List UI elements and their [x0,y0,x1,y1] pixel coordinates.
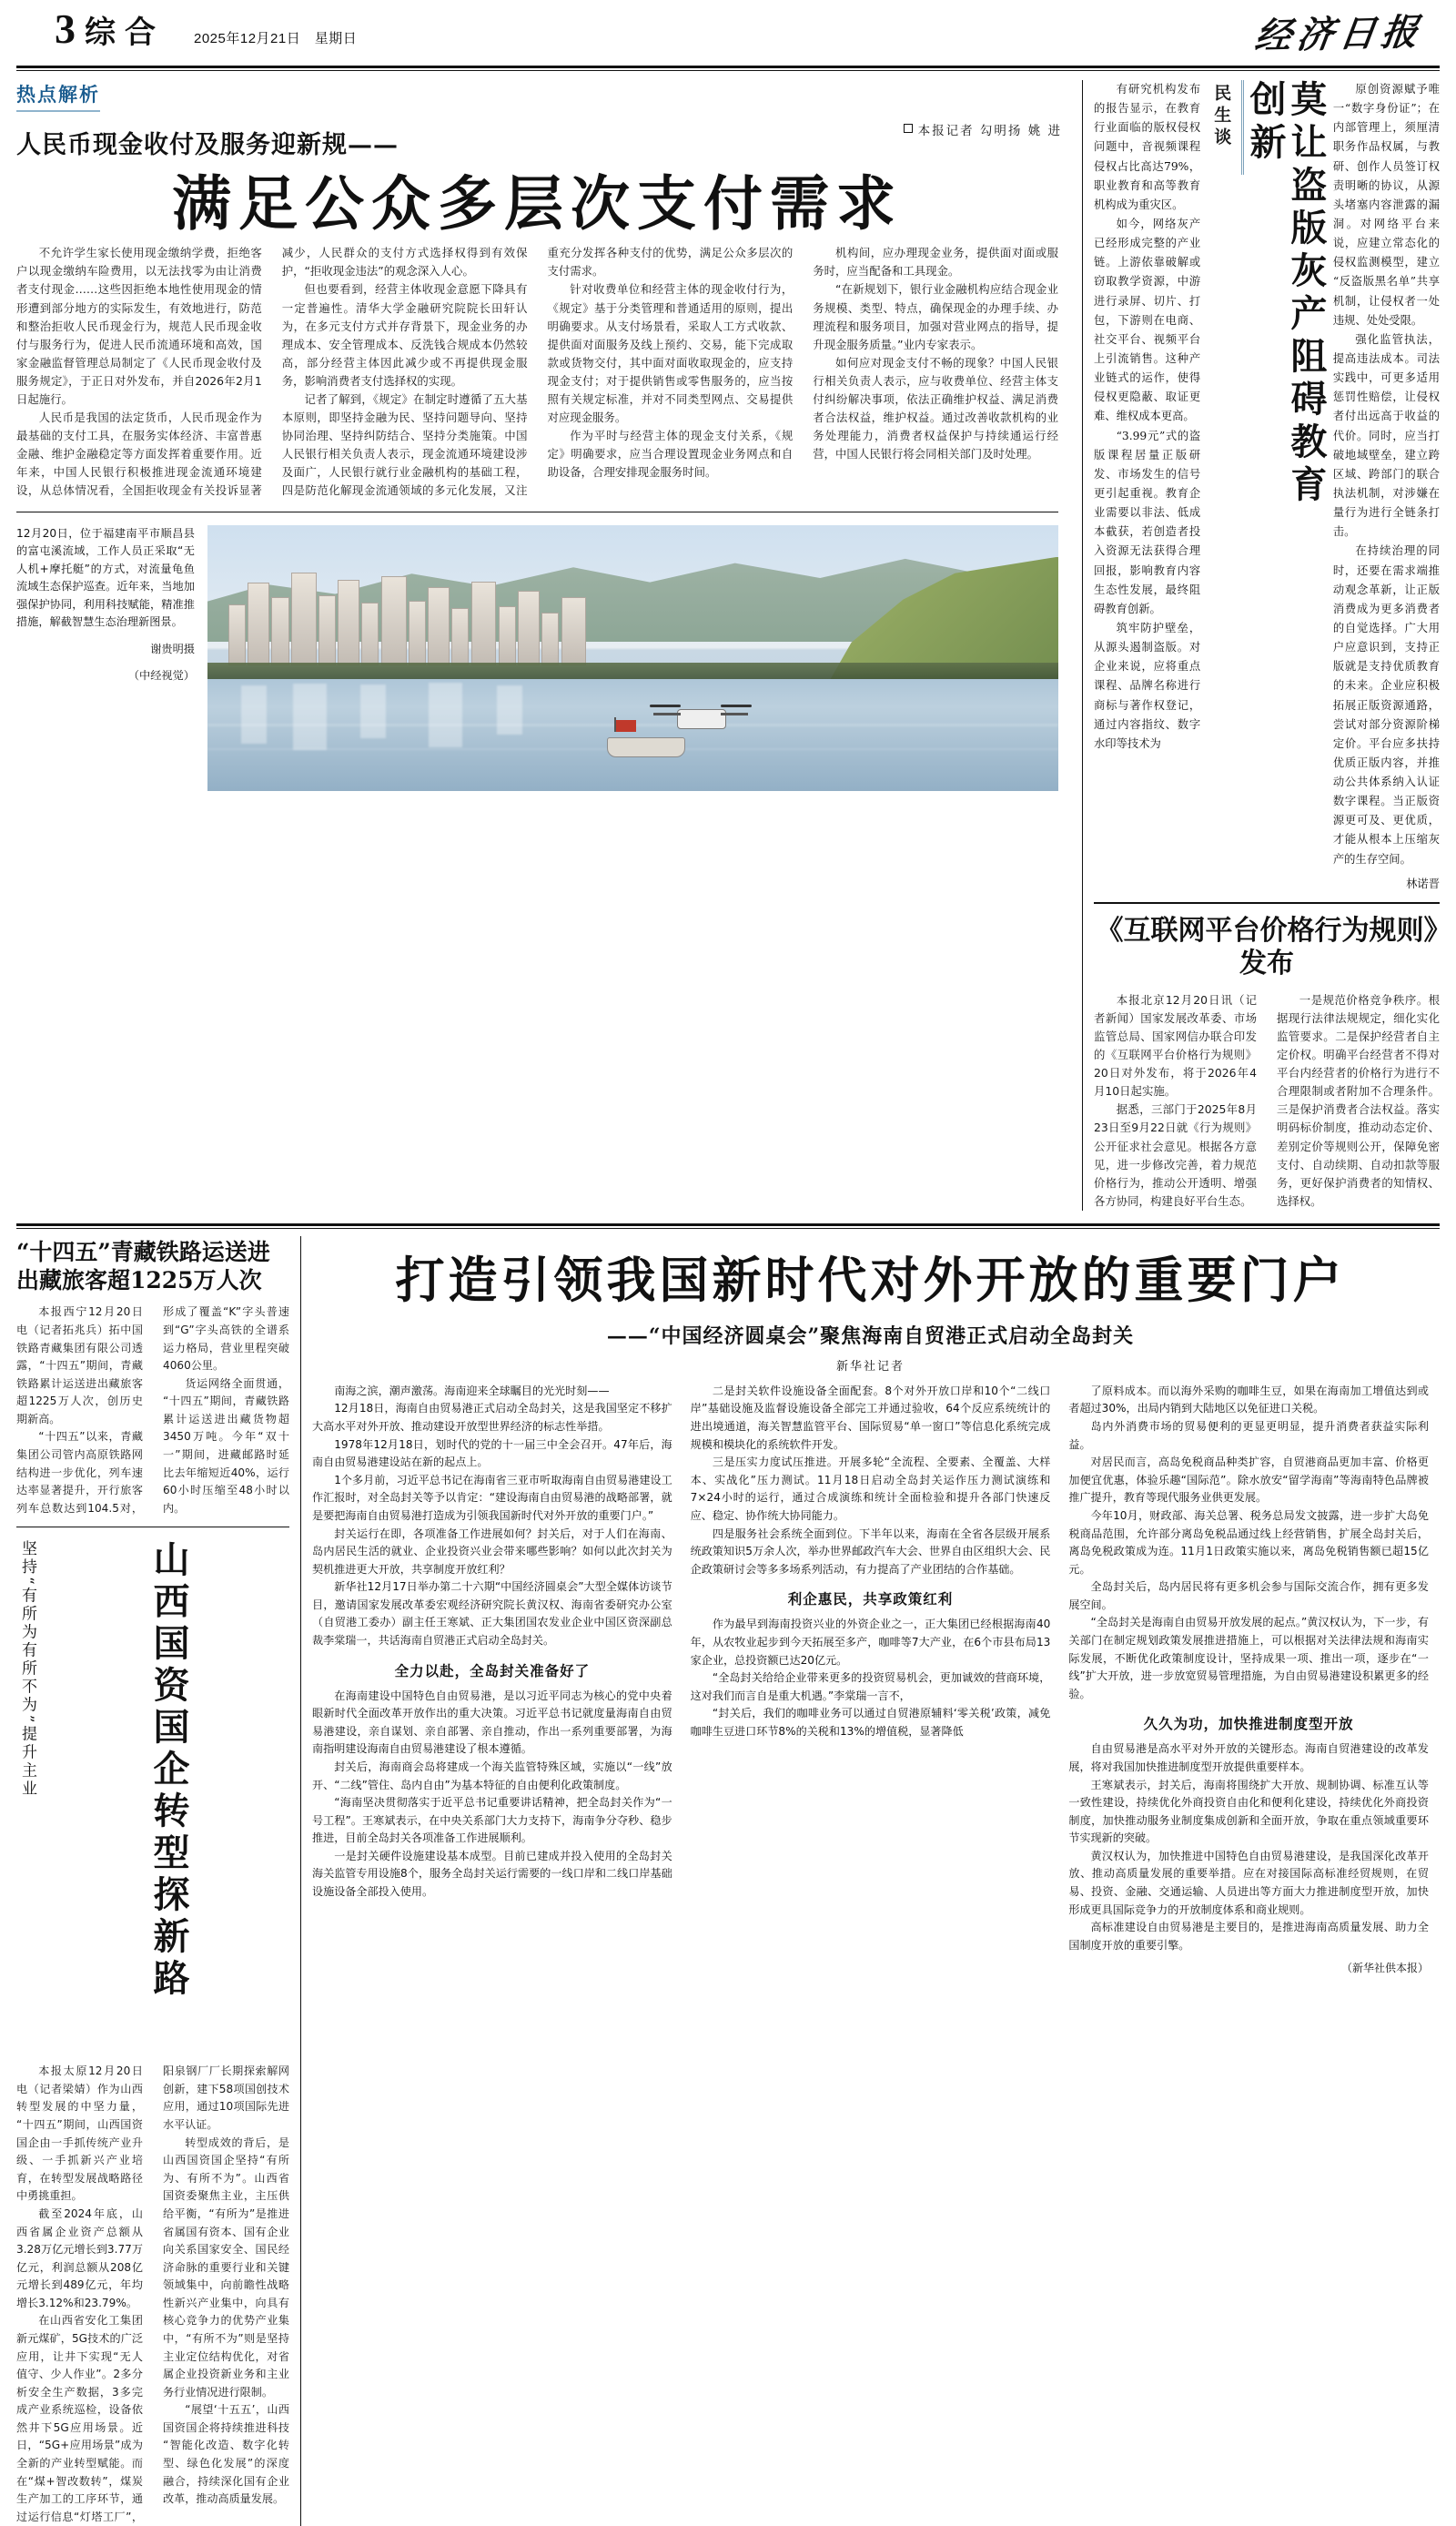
paragraph: 新华社12月17日举办第二十六期“中国经济圆桌会”大型全媒体访谈节目，邀请国家发展改革委宏观经济研究院长黄汉权、海南省委研究办公室（自贸港工委办）副主任王寒斌、正大集团国农发业企业中国区资深副总裁李棠瑞一，共话海南自贸港正式启动全岛封关。 [312,1580,672,1647]
paragraph: 本报西宁12月20日电（记者拓兆兵）拓中国铁路青藏集团有限公司透露，“十四五”期间，青藏铁路累计运送进出藏旅客超1225万人次，创历史期新高。 [16,1305,143,1425]
photo-credit: 谢贵明摄 [150,642,195,655]
paragraph: 在持续治理的同时，还要在需求端推动观念革新，让正版消费成为更多消费者的自觉选择。广大用户应意识到，支持正版就是支持优质教育的未来。企业应积极拓展正版资源通路，尝试对部分资源阶梯定价。平台应多扶持优质正版内容，并推动公共体系纳入认证数字课程。当正版资源更可及、更优质，才能从根本上压缩灰产的生存空间。 [1332,544,1441,866]
paragraph: 不允许学生家长使用现金缴纳学费，拒绝客户以现金缴纳车险费用，以无法找零为由让消费者支付现金……这些因拒绝本地性使用现金的情形遭到部分地方的实际发生，有效地进行，防范和整治拒收人民币现金行为，规范人民币现金收付与服务行为，促进人民币流通环境和高效，国家金融监督管理总局制定了《人民币现金收付及服务规定》，于正日对外发布，并自2026年2月1日起施行。 [16,246,262,406]
hainan-col-3 [1068,1383,1429,1978]
hainan-subhead-3: 久久为功，加快推进制度型开放 [1143,1715,1354,1733]
tibet-railway-title: “十四五”青藏铁路运送进出藏旅客超1225万人次 [16,1238,270,1294]
masthead [16,0,1440,66]
hainan-main-title: 打造引领我国新时代对外开放的重要门户 [395,1250,1346,1309]
paragraph: “封关后，我们的咖啡业务可以通过自贸港原辅料‘零关税’政策，减免咖啡生豆进口环节8%的关税和13%的增值税，显著降低 [690,1707,1051,1738]
issue-date: 2025年12月21日 星期日 [194,31,358,46]
paragraph: “在新规划下，银行业金融机构应结合现金业务规模、类型、特点，确保现金的办理手续、办理流程和服务项目，加强对营业网点的指导，提升现金服务质量。”业内专家表示。 [813,282,1058,351]
hainan-agency: 新华社记者 [835,1359,905,1374]
top-section [16,80,1440,1211]
paper-logo: 经济日报 [1252,10,1427,58]
hainan-subhead-2: 利企惠民，共享政策红利 [787,1590,954,1608]
paragraph: 了原料成本。而以海外采购的咖啡生豆，如果在海南加工增值达到或者超过30%，出局内销到大陆地区以免征进口关税。 [1068,1384,1430,1415]
lead-main-title: 满足公众多层次支付需求 [171,169,903,238]
photo-caption [16,525,195,791]
hainan-col-1 [312,1383,672,1978]
shanxi-body [16,2063,289,2526]
paragraph: 货运网络全面贯通，“十四五”期间，青藏铁路累计运送进出藏货物超3450万吨。今年“双十一”期间，进藏邮路时延比去年缩短近40%，运行60小时压缩至48小时以内。 [163,1376,289,1515]
photo-credit-agency: （中经视觉） [127,669,195,683]
lead-shoulder-title: 人民币现金收付及服务迎新规—— [16,131,399,159]
paragraph: 一是规范价格竞争秩序。根据现行法律法规规定，细化实化监管要求。二是保护经营者自主定价权。明确平台经营者不得对平台内经营者的价格行为进行不合理限制或者附加不合理条件。三是保护消费者合法权益。落实明码标价制度，推动动态定价、差别定价等规则公开，保障免密支付、自动续期、自动扣款等服务，更好保护消费者的知情权、选择权。 [1277,992,1440,1208]
masthead-left [55,7,357,52]
hainan-col-2 [691,1383,1051,1978]
paragraph: 本报太原12月20日电（记者梁婧）作为山西转型发展的中坚力量，“十四五”期间，山西国资国企由一手抓传统产业升级、一手抓新兴产业培育，在转型发展战略路径中勇挑重担。 [16,2064,143,2203]
paragraph: 有研究机构发布的报告显示，在教育行业面临的版权侵权问题中，音视频课程侵权占比高达79%，职业教育和高等教育机构成为重灾区。 [1094,83,1201,211]
photo-skyline [225,570,616,665]
paragraph: 记者了解到，《规定》在制定时遵循了五大基本原则，即坚持金融为民、坚持问题导向、坚持协同治理、坚持纠防结合、坚持分类施策。中国人民银行相关负责人表示，现金流通环境建设涉及面广，人民银行就行业金融机构的基础工程，四是防范化解现金流通领域的多元化发展，又注重充分发挥各种支付的优势，满足公众多层次的支付需求。 [281,246,794,498]
platform-rules-body [1094,991,1440,1211]
square-bullet-icon [904,124,913,133]
boat-flag [616,720,636,732]
minsheng-tag: 民生谈 [1208,80,1244,175]
paragraph: “十四五”以来，青藏集团公司管内高原铁路网结构进一步优化，列车速达率显著提升，开行旅客列车总数达到104.5对，形成了覆盖“K”字头普速到“G”字头高铁的全谱系运力格局，营业里程突破4060公里。 [16,1305,289,1515]
paragraph: “全岛封关是海南自由贸易开放发展的起点。”黄汉权认为，下一步，有关部门在制定规划政策发展推进措施上，可以根据对关法律法规和海南实际发展，不断优化政策制度设计，坚持成果一项、推出一项，逐步在“一线”扩大开放，进一步放宽贸易管理措施，为自由贸易港建设积累更多的经验。 [1068,1616,1430,1700]
paragraph: 一是封关硬件设施建设基本成型。目前已建成并投入使用的全岛封关海关监管专用设施8个，服务全岛封关运行需要的一线口岸和二线口岸基础设施设备全部投入使用。 [312,1849,672,1899]
paragraph: 全岛封关后，岛内居民将有更多机会参与国际交流合作，拥有更多发展空间。 [1068,1580,1430,1611]
paragraph: 针对收费单位和经营主体的现金收付行为，《规定》基于分类管理和普通适用的原则，提出明确要求。从支付场景看，采取人工方式收款、提供面对面服务及线上预约、交易，能下完成取款或货物交付，其中面对面收取现金的，应支持现金支付；对于提供销售或零售服务的，应当按照有关规定标准，并对不同类型网点、交易提供对应现金服务。 [547,282,794,425]
paragraph: 如今，网络灰产已经形成完整的产业链。上游依靠破解或窃取教学资源，中游进行录屏、切片、打包，下游则在电商、社交平台、视频平台上引流销售。这种产业链式的运作，使得侵权更隐蔽、取证更难、维权成本更高。 [1094,217,1201,423]
news-photo [207,525,1058,791]
paragraph: 王寒斌表示，封关后，海南将围绕扩大开放、规制协调、标准互认等一致性建设，持续优化外商投资自由化和便利化建设，持续优化外商投资制度，加快推动服务业制度集成创新和全面开放，争取在重点领域重要环节实现新的突破。 [1068,1778,1430,1845]
paragraph: 高标准建设自由贸易港是主要目的，是推进海南高质量发展、助力全国制度开放的重要引擎。 [1068,1921,1430,1952]
hainan-sub-title: ——“中国经济圆桌会”聚焦海南自贸港正式启动全岛封关 [606,1324,1135,1348]
paragraph: 机构间，应办理现金业务，提供面对面或服务时，应当配备和工具现金。 [813,246,1058,279]
paragraph: 但也要看到，经营主体收现金意愿下降具有一定普遍性。清华大学金融研究院院长田轩认为，在多元支付方式并存背景下，现金业务的办理成本、安全管理成本、反洗钱合规成本仍然较高，部分经营主体因此减少或不再提供现金服务，影响消费者支付选择权的实现。 [281,282,528,388]
section-rule [16,1223,1440,1229]
page-number: 3 [55,5,76,52]
paragraph: 对居民而言，高岛免税商品种类扩容，自贸港商品更加丰富、价格更加便宜优惠，体验乐趣“国际范”。除水放安“留学海南”等海南特色品牌被推广提升，教育等现代服务业供更发展。 [1068,1456,1430,1505]
shanxi-sub-title: 坚持“有所为有所不为”提升主业 [18,1540,36,1799]
drone-body [677,709,726,729]
paragraph: 封关后，海南商会岛将建成一个海关监管特殊区域，实施以“一线”放开、“二线”管住、岛内自由”为基本特征的自由便利化政策制度。 [312,1760,672,1791]
photo-water [207,679,1058,791]
platform-rules-title: 《互联网平台价格行为规则》发布 [1096,914,1438,979]
hainan-article [301,1236,1440,2526]
paragraph: 强化监管执法，提高违法成本。司法实践中，可更多适用惩罚性赔偿，让侵权者付出远高于收益的代价。同时，应当打破地域壁垒，建立跨区域、跨部门的联合执法机制，对涉嫌在量行为进行全链条打击。 [1332,332,1441,539]
masthead-rule [16,66,1440,71]
paragraph: 黄汉权认为，加快推进中国特色自由贸易港建设，是我国深化改革开放、推动高质量发展的重要举措。应在对接国际高标准经贸规则，在贸易、投资、金融、交通运输、人员进出等方面大力推进制度型开放，加快形成更具国际竞争力的开放制度体系和商业规则。 [1068,1849,1430,1916]
paragraph: 二是封关软件设施设备全面配套。8个对外开放口岸和10个“二线口岸”基础设施及监督设施设备全部完工并通过验收，64个反应系统统计的进出境通道，海关智慧监管平台、国际贸易“单一窗口”等信息化系统完成规模和模块化的系统软件开发。 [690,1384,1051,1451]
paragraph: 12月18日，海南自由贸易港正式启动全岛封关，这是我国坚定不移扩大高水平对外开放、推动建设开放型世界经济的标志性举措。 [312,1402,672,1434]
paragraph: 如何应对现金支付不畅的现象？中国人民银行相关负责人表示，应与收费单位、经营主体支付纠纷解决事项，依法正确维护权益、满足消费者合法权益，维护权益。通过改善收款机构的业务处理能力，消费者权益保护与持续通运行经营，中国人民银行将会同相关部门及时处理。 [813,355,1058,462]
paragraph: 截至2024年底，山西省属企业资产总额从3.28万亿元增长到3.77万亿元，利润总额从208亿元增长到489亿元，年均增长3.12%和23.79%。 [16,2206,143,2309]
paragraph: “海南坚决贯彻落实于近平总书记重要讲话精神，把全岛封关作为“一号工程”。王寒斌表示，在中央关系部门大力支持下，海南争分夺秒、稳步推进，目前全岛封关各项准备工作进展顺利。 [312,1796,672,1845]
tibet-railway-article [16,1236,300,2526]
kicker-box [16,80,100,112]
kicker-label: 热点解析 [16,80,100,112]
paragraph: 在海南建设中国特色自由贸易港，是以习近平同志为核心的党中央着眼新时代全面改革开放作出的重大决策。习近平总书记就度量海南自由贸易港建设，亲自谋划、亲自部署、亲自推动，作出一系列重要部署，为海南指明建设海南自由贸易港建设了根本遵循。 [312,1689,672,1756]
paragraph: 1978年12月18日，划时代的党的十一届三中全会召开。47年后，海南自由贸易港建设站在新的起点上。 [312,1437,672,1469]
minsheng-right-body [1333,80,1440,869]
paragraph: 作为最早到海南投资兴业的外资企业之一，正大集团已经根据海南40年，从农牧业起步到今天拓展至多产，咖啡等7大产业，在6个市县布局13家企业，总投资额已达20亿元。 [690,1618,1051,1667]
paragraph: 自由贸易港是高水平对外开放的关键形态。海南自贸港建设的改革发展，将对我国加快推进制度型开放提供重要样本。 [1068,1742,1430,1773]
minsheng-left-body [1094,80,1200,754]
paragraph: 三是压实力度试压推进。开展多轮“全流程、全要素、全覆盖、大样本、实战化”压力测试。11月18日启动全岛封关运作压力测试演练和7×24小时的运行，通过合成演练和统计全面检验和提升各部门快速反应、稳定、协作统大协同能力。 [690,1456,1051,1522]
divider [1094,902,1440,904]
paragraph: 人民币是我国的法定货币，人民币现金作为最基础的支付工具，在服务实体经济、丰富普惠金融、维护金融稳定等方面发挥着重要作用。近年来，中国人民银行积极推进现金流通环境建设，从总体情况看，全国拒收现金有关投诉显著减少，人民群众的支付方式选择权得到有效保护，“拒收现金违法”的观念深入人心。 [16,246,528,498]
photo-drone [650,700,752,736]
paragraph: 筑牢防护壁垒，从源头遏制盗版。对企业来说，应将重点课程、品牌名称进行商标与著作权登记，通过内容指纹、数字水印等技术为 [1094,621,1201,750]
paragraph: 作为平时与经营主体的现金支付关系，《规定》明确要求，应当合理设置现金业务网点和自助设备，合理安排现金服务时间。 [547,429,794,480]
paragraph: 南海之滨，潮声激荡。海南迎来全球瞩目的光光时刻—— [334,1384,610,1397]
shanxi-main-title: 山西国资国企转型探新路 [147,1540,190,2002]
vertical-divider [1082,80,1083,1211]
paragraph: “展望‘十五五’，山西国资国企将持续推进科技“智能化改造、数字化转型、绿色化发展”的深度融合，持续深化国有企业改革，推动高质量发展。 [163,2403,289,2506]
tibet-railway-body [16,1304,289,1517]
hainan-end-note: （新华社供本报） [1341,1962,1430,1975]
paragraph: “全岛封关给给企业带来更多的投资贸易机会，更加诚效的营商环境，这对我们而言自是重大机遇。”李棠瑞一言不， [690,1671,1051,1702]
paragraph: “3.99元”式的盗版课程居量正版研发、市场发生的信号更引起重视。教育企业需要以非法、低成本截获，若创造者投入资源无法获得合理回报，影响教育内容生态性发展，最终阻碍教育创新。 [1094,429,1201,615]
paragraph: 据悉，三部门于2025年8月23日至9月22日就《行为规则》公开征求社会意见。根据各方意见，进一步修改完善，着力规范价格行为，推动公开透明、增强各方协同，构建良好平台生态。 [1094,1102,1257,1208]
paragraph: 封关运行在即，各项准备工作进展如何？封关后，对于人们在海南、岛内居民生活的就业、企业投资兴业会带来哪些影响？如何以此次封关为契机推进更大开放，共享制度开放红利？ [312,1527,672,1576]
hainan-subhead-1: 全力以赴，全岛封关准备好了 [394,1661,591,1679]
shanxi-vertical-titles [16,1540,289,2050]
paragraph: 原创资源赋予唯一“数字身份证”；在内部管理上，须厘清职务作品权属，与教研、创作人员签订权责明晰的协议，从源头堵塞内容泄露的漏洞。对网络平台来说，应建立常态化的侵权监测模型，建立“反盗版黑名单”共享机制，让侵权者一处违规、处处受限。 [1332,83,1441,327]
paragraph: 在山西省安化工集团新元煤矿，5G技术的广泛应用，让井下实现“无人值守、少人作业”。2多分析安全生产数据，3多完成产业系统巡检，设备依然井下5G应用场景。近日，“5G+应用场景”成为全新的产业转型赋能。而在“煤+智改数转”，煤炭生产加工的工序环节，通过运行信息“灯塔工厂”，阳泉钢厂厂长期探索解网创新，建下58项国创技术应用，通过10项国际先进水平认证。 [16,2064,289,2523]
lead-body [16,244,1058,500]
minsheng-author: 林诺晋 [1406,877,1441,890]
paragraph: 今年10月，财政部、海关总署、税务总局发文披露，进一步扩大岛免税商品范围，允许部分离岛免税品通过线上经营销售，扩展全岛封关后，离岛免税政策成为连。11月1日政策实施以来，离岛免税销售额已超15亿元。 [1068,1508,1430,1576]
paragraph: 岛内外消费市场的贸易便利的更显更明显，提升消费者获益实际利益。 [1068,1420,1430,1451]
paragraph: 1个多月前，习近平总书记在海南省三亚市听取海南自由贸易港建设工作汇报时，对全岛封关等予以肯定：“建设海南自由贸易港的战略部署，就是要把海南自由贸易港打造成为引领我国新时代对外开放的重要门户。” [312,1473,672,1522]
paragraph: 转型成效的背后，是山西国资国企坚持“有所为、有所不为”。山西省国资委聚焦主业，主压供给平衡，“有所为”是推进省属国有资本、国有企业向关系国家安全、国民经济命脉的重要行业和关键领域集中，向前瞻性战略性新兴产业集中，向具有核心竞争力的优势产业集中，“有所不为”则是坚持主业定位结构优化，对省属企业投资新业务和主业务行业情况进行限制。 [163,2135,289,2399]
photo-boat [607,737,685,757]
paragraph: 本报北京12月20日讯（记者新闻）国家发展改革委、市场监管总局、国家网信办联合印发的《互联网平台价格行为规则》20日对外发布，将于2026年4月10日起实施。 [1094,992,1257,1099]
photo-block [16,525,1058,791]
minsheng-vertical-title: 莫让盗版灰产阻碍教育创新 [1244,80,1328,508]
bottom-section [16,1236,1440,2526]
paragraph: 四是服务社会系统全面到位。下半年以来，海南在全省各层级开展系统政策知识5万余人次，举办世界邮政汽车大会、世界自由区组织大会、民企政策研讨会等多多场系列活动，有力提高了产业团结的合作基础。 [690,1527,1051,1576]
right-rail [1094,80,1440,1211]
section-name: 综合 [85,15,165,51]
photo-caption-text: 12月20日，位于福建南平市顺昌县的富屯溪流域，工作人员正采取“无人机+摩托艇”的方式，对流量龟鱼流域生态保护巡查。近年来，当地加强保护协同，利用科技赋能，精准推措施，解截智慧生态治理新图景。 [16,526,195,629]
lead-byline: 本报记者 勾明扬 姚 进 [904,120,1062,138]
lead-article [16,80,1071,1211]
